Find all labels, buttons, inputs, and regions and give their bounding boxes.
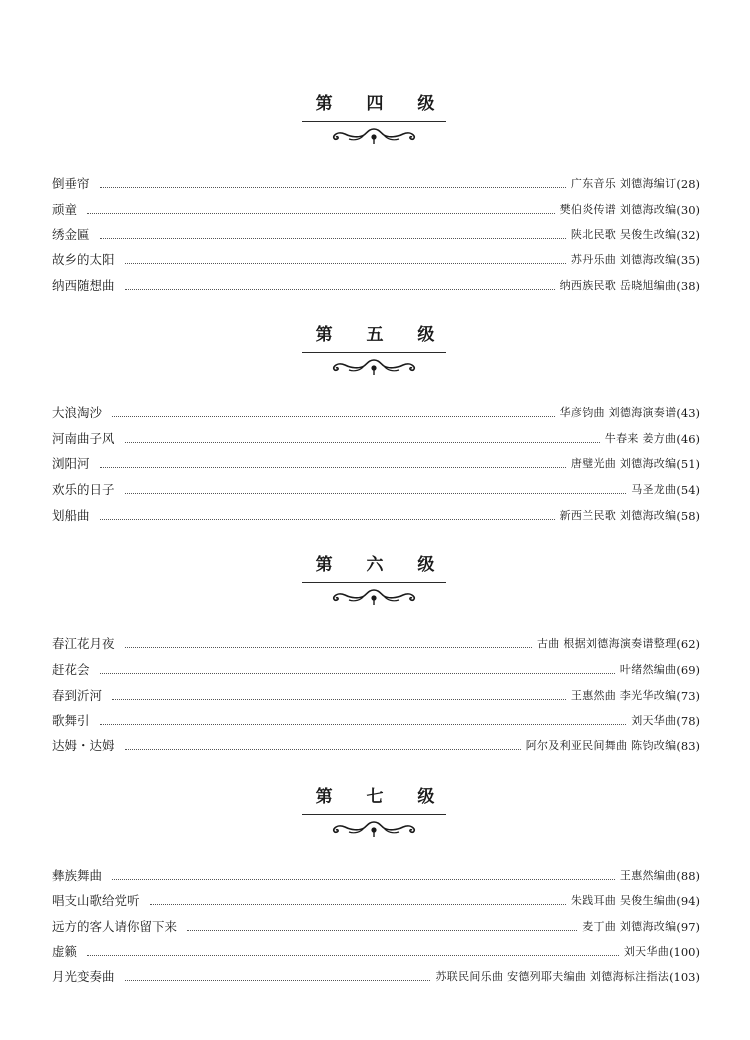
entry-title: 纳西随想曲: [52, 278, 115, 293]
section-heading: 第 四 级: [315, 94, 449, 114]
section-heading: 第 六 级: [315, 555, 449, 575]
entry-title: 虚籁: [52, 944, 78, 959]
flourish-ornament-icon: [331, 586, 417, 606]
dot-leader: [125, 980, 431, 981]
dot-leader: [112, 879, 615, 880]
toc-entry[interactable]: [52, 967, 700, 987]
entry-page: (62): [676, 637, 700, 651]
flourish-ornament-icon: [331, 356, 417, 376]
entry-page: (32): [676, 228, 700, 242]
entry-title: 倒垂帘: [52, 176, 90, 191]
entry-page: (97): [676, 920, 700, 934]
entry-credit: 广东音乐 刘德海编订: [570, 177, 677, 190]
dot-leader: [125, 289, 555, 290]
dot-leader: [100, 187, 566, 188]
dot-leader: [112, 699, 566, 700]
toc-entry[interactable]: [52, 429, 700, 449]
entry-credit: 王惠然曲 李光华改编: [570, 689, 677, 702]
entry-page: (83): [676, 739, 700, 753]
toc-entry[interactable]: [52, 403, 700, 423]
toc-entry[interactable]: [52, 225, 700, 245]
dot-leader: [125, 442, 600, 443]
entry-credit: 马圣龙曲: [631, 483, 677, 496]
entry-page: (35): [676, 253, 700, 267]
dot-leader: [125, 647, 532, 648]
flourish-ornament-icon: [331, 818, 417, 838]
entry-title: 绣金匾: [52, 227, 90, 242]
entry-page: (38): [676, 279, 700, 293]
dot-leader: [100, 673, 615, 674]
dot-leader: [100, 519, 555, 520]
toc-entry[interactable]: [52, 276, 700, 296]
dot-leader: [100, 238, 566, 239]
dot-leader: [125, 263, 566, 264]
entry-page: (94): [676, 894, 700, 908]
dot-leader: [112, 416, 555, 417]
dot-leader: [187, 930, 577, 931]
entry-credit: 王惠然编曲: [619, 869, 677, 882]
dot-leader: [125, 493, 627, 494]
dot-leader: [125, 749, 521, 750]
flourish-ornament-icon: [331, 125, 417, 145]
entry-credit: 纳西族民歌 岳晓旭编曲: [559, 279, 677, 292]
toc-entry[interactable]: [52, 736, 700, 756]
entry-credit: 牛春来 姜方曲: [604, 432, 677, 445]
entry-page: (78): [676, 714, 700, 728]
dot-leader: [100, 724, 627, 725]
dot-leader: [87, 213, 555, 214]
entry-credit: 唐璧光曲 刘德海改编: [570, 457, 677, 470]
entry-title: 春到沂河: [52, 688, 103, 703]
entry-page: (54): [676, 483, 700, 497]
entry-credit: 华彦钧曲 刘德海演奏谱: [559, 406, 677, 419]
entry-credit: 樊伯炎传谱 刘德海改编: [559, 203, 677, 216]
toc-entry[interactable]: [52, 454, 700, 474]
entry-title: 歌舞引: [52, 713, 90, 728]
entry-title: 故乡的太阳: [52, 252, 115, 267]
entry-page: (43): [676, 406, 700, 420]
section-heading: 第 五 级: [315, 325, 449, 345]
entry-title: 划船曲: [52, 508, 90, 523]
entry-page: (103): [669, 970, 700, 984]
entry-credit: 刘天华曲: [631, 714, 677, 727]
entry-page: (46): [676, 432, 700, 446]
entry-title: 远方的客人请你留下来: [52, 919, 178, 934]
entry-credit: 新西兰民歌 刘德海改编: [559, 509, 677, 522]
section-heading: 第 七 级: [315, 787, 449, 807]
toc-entry[interactable]: [52, 711, 700, 731]
toc-entry[interactable]: [52, 660, 700, 680]
entry-page: (88): [676, 869, 700, 883]
entry-title: 赶花会: [52, 662, 90, 677]
entry-page: (28): [676, 177, 700, 191]
dot-leader: [150, 904, 566, 905]
entry-title: 唱支山歌给党听: [52, 893, 140, 908]
entry-title: 大浪淘沙: [52, 405, 103, 420]
dot-leader: [87, 955, 619, 956]
entry-title: 顽童: [52, 202, 78, 217]
entry-credit: 麦丁曲 刘德海改编: [582, 920, 677, 933]
entry-credit: 古曲 根据刘德海演奏谱整理: [536, 637, 677, 650]
entry-page: (69): [676, 663, 700, 677]
entry-credit: 阿尔及利亚民间舞曲 陈钧改编: [525, 739, 677, 752]
toc-entry[interactable]: [52, 866, 700, 886]
entry-page: (51): [676, 457, 700, 471]
heading-rule: [302, 814, 446, 815]
toc-entry[interactable]: [52, 506, 700, 526]
toc-entry[interactable]: [52, 634, 700, 654]
entry-title: 春江花月夜: [52, 636, 115, 651]
entry-title: 达姆・达姆: [52, 738, 115, 753]
toc-entry[interactable]: [52, 250, 700, 270]
entry-title: 浏阳河: [52, 456, 90, 471]
entry-credit: 朱践耳曲 吴俊生编曲: [570, 894, 677, 907]
entry-credit: 陕北民歌 吴俊生改编: [570, 228, 677, 241]
heading-rule: [302, 121, 446, 122]
toc-entry[interactable]: [52, 686, 700, 706]
toc-entry[interactable]: [52, 942, 700, 962]
heading-rule: [302, 582, 446, 583]
entry-page: (73): [676, 689, 700, 703]
dot-leader: [100, 467, 566, 468]
entry-credit: 苏丹乐曲 刘德海改编: [570, 253, 677, 266]
entry-title: 欢乐的日子: [52, 482, 115, 497]
entry-page: (58): [676, 509, 700, 523]
entry-credit: 叶绪然编曲: [619, 663, 677, 676]
heading-rule: [302, 352, 446, 353]
toc-entry[interactable]: [52, 480, 700, 500]
toc-entry[interactable]: [52, 200, 700, 220]
entry-title: 月光变奏曲: [52, 969, 115, 984]
entry-page: (100): [669, 945, 700, 959]
entry-title: 河南曲子风: [52, 431, 115, 446]
toc-entry[interactable]: [52, 891, 700, 911]
entry-page: (30): [676, 203, 700, 217]
entry-credit: 苏联民间乐曲 安德列耶夫编曲 刘德海标注指法: [435, 970, 670, 983]
toc-entry[interactable]: [52, 917, 700, 937]
entry-title: 彝族舞曲: [52, 868, 103, 883]
entry-credit: 刘天华曲: [623, 945, 670, 958]
toc-entry[interactable]: [52, 174, 700, 194]
